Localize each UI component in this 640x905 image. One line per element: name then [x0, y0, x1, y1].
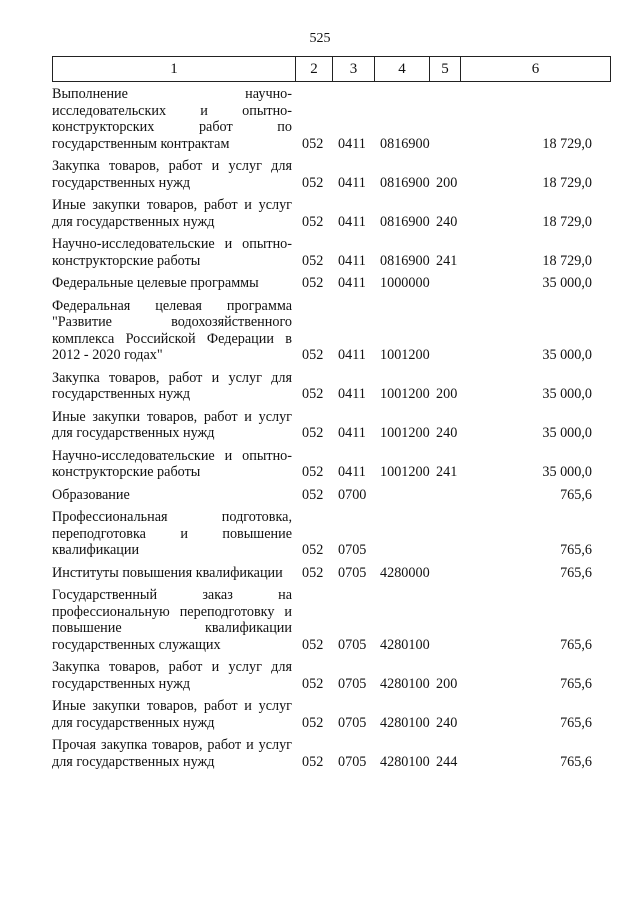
row-code-5: 241 — [436, 464, 458, 480]
row-code-2: 052 — [302, 252, 324, 269]
row-name: Закупка товаров, работ и услуг для государственных нужд — [52, 659, 292, 692]
table-row — [52, 298, 592, 370]
row-amount: 35 000,0 — [542, 425, 592, 441]
table-row — [52, 487, 592, 510]
table-row — [52, 370, 592, 409]
table-row — [52, 448, 592, 487]
row-code-4: 4280100 — [380, 753, 430, 770]
row-amount: 35 000,0 — [542, 464, 592, 480]
table-row — [52, 659, 592, 698]
table-row — [52, 587, 592, 659]
row-name: Выполнение научно-исследовательских и опытно-конструкторских работ по государственным контрактам — [52, 86, 292, 152]
table-row — [52, 698, 592, 737]
row-code-3: 0411 — [338, 386, 366, 402]
row-code-4: 4280100 — [380, 636, 430, 653]
row-name: Иные закупки товаров, работ и услуг для государственных нужд — [52, 408, 292, 441]
row-code-3: 0705 — [338, 753, 367, 770]
row-code-2: 052 — [302, 564, 324, 581]
row-code-3: 0411 — [338, 135, 366, 152]
row-code-3: 0411 — [338, 347, 366, 363]
row-code-2: 052 — [302, 675, 324, 692]
row-code-4: 1001200 — [380, 347, 430, 363]
table-row — [52, 565, 592, 588]
row-amount: 765,6 — [560, 714, 592, 731]
row-code-2: 052 — [302, 174, 324, 191]
row-name: Закупка товаров, работ и услуг для государственных нужд — [52, 369, 292, 402]
budget-table — [52, 86, 592, 776]
row-code-5 — [436, 565, 466, 588]
row-name: Федеральная целевая программа "Развитие водохозяйственного комплекса Российской Федерации в 2012 - 2020 годах" — [52, 297, 292, 363]
row-amount: 35 000,0 — [542, 275, 592, 291]
row-amount: 765,6 — [560, 636, 592, 653]
row-amount: 765,6 — [560, 564, 592, 581]
row-amount: 35 000,0 — [542, 386, 592, 402]
row-code-5 — [436, 86, 466, 158]
row-code-4: 4280000 — [380, 564, 430, 581]
row-code-2: 052 — [302, 714, 324, 731]
row-code-4 — [378, 487, 436, 510]
row-code-4: 0816900 — [380, 213, 430, 230]
row-name: Научно-исследовательские и опытно-конструкторские работы — [52, 447, 292, 480]
row-code-5 — [436, 587, 466, 659]
row-amount: 765,6 — [560, 675, 592, 692]
row-code-4: 4280100 — [380, 714, 430, 731]
row-code-3: 0705 — [338, 636, 367, 653]
table-row — [52, 275, 592, 298]
row-name: Закупка товаров, работ и услуг для государственных нужд — [52, 158, 292, 191]
row-code-5: 244 — [436, 753, 458, 770]
row-code-3: 0411 — [338, 213, 366, 230]
row-amount: 765,6 — [560, 542, 592, 558]
row-code-4: 4280100 — [380, 675, 430, 692]
table-row — [52, 86, 592, 158]
row-code-4: 1001200 — [380, 464, 430, 480]
row-amount: 765,6 — [560, 753, 592, 770]
row-name: Иные закупки товаров, работ и услуг для государственных нужд — [52, 197, 292, 230]
table-row — [52, 737, 592, 776]
row-code-5 — [436, 275, 466, 298]
row-name: Профессиональная подготовка, переподготовка и повышение квалификации — [52, 509, 292, 558]
row-code-3: 0411 — [338, 252, 366, 269]
row-name: Иные закупки товаров, работ и услуг для государственных нужд — [52, 698, 292, 731]
row-code-4: 1001200 — [380, 425, 430, 441]
row-amount: 35 000,0 — [542, 347, 592, 363]
row-code-2: 052 — [302, 213, 324, 230]
row-code-4: 0816900 — [380, 174, 430, 191]
row-code-3: 0705 — [338, 564, 367, 581]
row-code-2: 052 — [302, 464, 324, 480]
table-row — [52, 509, 592, 565]
header-col-6: 6 — [461, 57, 611, 82]
header-col-2: 2 — [296, 57, 333, 82]
row-code-5 — [436, 487, 466, 510]
row-code-5: 241 — [436, 252, 458, 269]
row-amount: 18 729,0 — [542, 213, 592, 230]
row-code-4: 0816900 — [380, 252, 430, 269]
row-code-3: 0411 — [338, 425, 366, 441]
table-row — [52, 236, 592, 275]
header-col-5: 5 — [430, 57, 461, 82]
row-code-2: 052 — [302, 386, 324, 402]
table-row — [52, 409, 592, 448]
header-col-1: 1 — [53, 57, 296, 82]
row-name: Прочая закупка товаров, работ и услуг для государственных нужд — [52, 737, 292, 770]
row-code-4: 0816900 — [380, 135, 430, 152]
row-amount: 765,6 — [560, 486, 592, 503]
row-code-3: 0705 — [338, 542, 367, 558]
header-col-4: 4 — [375, 57, 430, 82]
row-code-2: 052 — [302, 425, 324, 441]
row-code-5: 240 — [436, 425, 458, 441]
row-code-5 — [436, 509, 466, 565]
row-name: Научно-исследовательские и опытно-конструкторские работы — [52, 236, 292, 269]
row-amount: 18 729,0 — [542, 174, 592, 191]
row-name: Государственный заказ на профессиональную переподготовку и повышение квалификации государственных служащих — [52, 587, 292, 653]
row-code-2: 052 — [302, 486, 324, 503]
row-code-5: 240 — [436, 714, 458, 731]
row-code-3: 0411 — [338, 275, 366, 291]
row-name: Образование — [52, 486, 130, 503]
row-name: Институты повышения квалификации — [52, 564, 283, 581]
row-code-5 — [436, 298, 466, 370]
row-code-5: 200 — [436, 174, 458, 191]
header-col-3: 3 — [333, 57, 375, 82]
row-code-2: 052 — [302, 753, 324, 770]
row-code-2: 052 — [302, 275, 324, 291]
row-name: Федеральные целевые программы — [52, 275, 259, 291]
row-amount: 18 729,0 — [542, 252, 592, 269]
row-code-4 — [378, 509, 436, 565]
table-row — [52, 197, 592, 236]
row-code-2: 052 — [302, 542, 324, 558]
row-code-3: 0700 — [338, 486, 367, 503]
row-code-2: 052 — [302, 135, 324, 152]
row-code-2: 052 — [302, 347, 324, 363]
row-amount: 18 729,0 — [542, 135, 592, 152]
row-code-2: 052 — [302, 636, 324, 653]
row-code-5: 200 — [436, 386, 458, 402]
row-code-4: 1000000 — [380, 275, 430, 291]
row-code-5: 240 — [436, 213, 458, 230]
page-number: 525 — [309, 31, 331, 46]
row-code-3: 0705 — [338, 675, 367, 692]
row-code-4: 1001200 — [380, 386, 430, 402]
row-code-3: 0411 — [338, 464, 366, 480]
row-code-3: 0705 — [338, 714, 367, 731]
table-header — [52, 56, 611, 82]
table-row — [52, 158, 592, 197]
row-code-3: 0411 — [338, 174, 366, 191]
row-code-5: 200 — [436, 675, 458, 692]
